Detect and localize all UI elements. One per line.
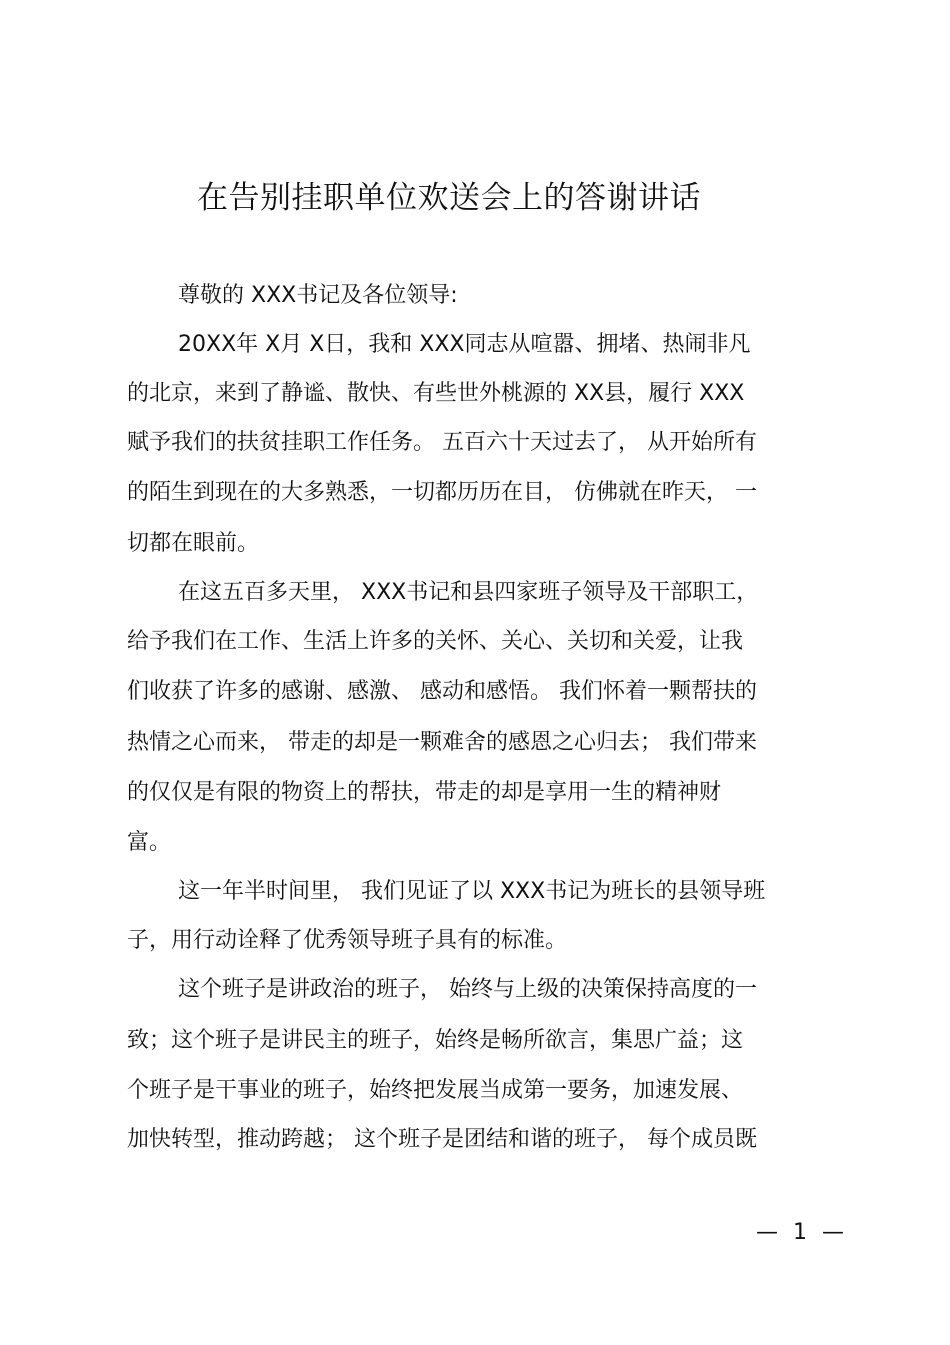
- body-line-9: 们收获了许多的感谢、感激、 感动和感悟。 我们怀着一颗帮扶的: [127, 679, 757, 704]
- body-line-1: 尊敬的 XXX书记及各位领导:: [178, 283, 458, 308]
- body-line-17: 个班子是干事业的班子，始终把发展当成第一要务，加速发展、: [127, 1078, 744, 1103]
- body-line-6: 切都在眼前。: [127, 531, 260, 556]
- body-line-12: 富。: [127, 830, 172, 855]
- body-line-5: 的陌生到现在的大多熟悉，一切都历历在目， 仿佛就在昨天， 一: [127, 480, 757, 505]
- body-line-14: 子，用行动诠释了优秀领导班子具有的标准。: [127, 928, 568, 953]
- body-line-11: 的仅仅是有限的物资上的帮扶，带走的却是享用一生的精神财: [127, 780, 722, 805]
- body-line-4: 赋予我们的扶贫挂职工作任务。 五百六十天过去了， 从开始所有: [127, 430, 757, 455]
- body-line-13: 这一年半时间里， 我们见证了以 XXX书记为班长的县领导班: [178, 879, 766, 904]
- body-line-16: 致；这个班子是讲民主的班子，始终是畅所欲言，集思广益；这: [127, 1028, 744, 1053]
- body-line-10: 热情之心而来， 带走的却是一颗难舍的感恩之心归去； 我们带来: [127, 730, 757, 755]
- body-line-18: 加快转型，推动跨越； 这个班子是团结和谐的班子， 每个成员既: [127, 1127, 757, 1152]
- page-number: — 1 —: [756, 1220, 848, 1245]
- document-title: 在告别挂职单位欢送会上的答谢讲话: [197, 180, 701, 216]
- body-line-3: 的北京，来到了静谧、散快、有些世外桃源的 XX县，履行 XXX: [127, 381, 745, 406]
- body-line-8: 给予我们在工作、生活上许多的关怀、关心、关切和关爱，让我: [127, 629, 744, 654]
- body-line-2: 20XX年 X月 X日，我和 XXX同志从喧嚣、拥堵、热闹非凡: [178, 332, 751, 357]
- body-line-15: 这个班子是讲政治的班子， 始终与上级的决策保持高度的一: [178, 977, 757, 1002]
- body-line-7: 在这五百多天里， XXX书记和县四家班子领导及干部职工，: [178, 580, 759, 605]
